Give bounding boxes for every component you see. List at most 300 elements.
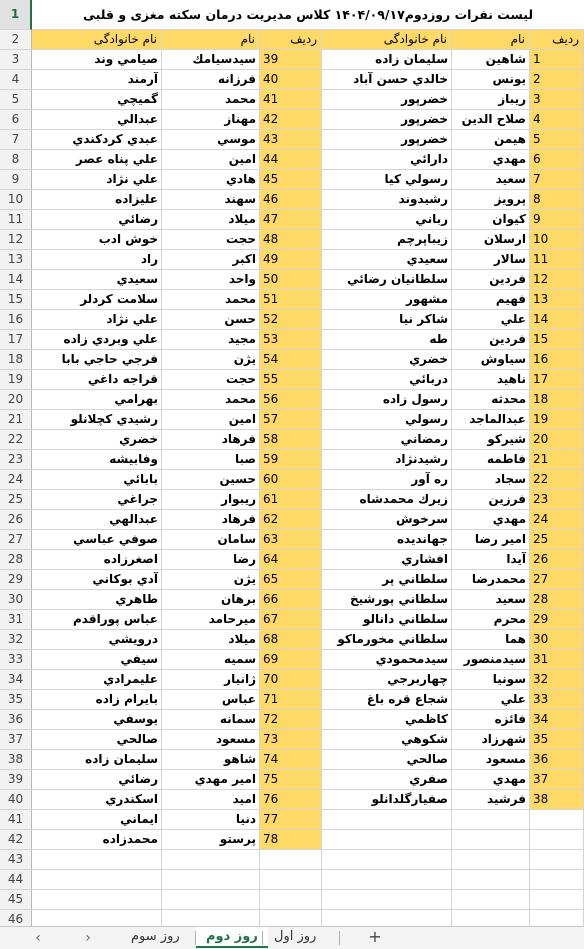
cell-family-right[interactable]: رشيدوند <box>322 190 452 210</box>
row-header[interactable]: 34 <box>0 670 32 690</box>
cell-name-right[interactable]: سياوش <box>452 350 530 370</box>
sheet-title-cell[interactable]: لیست نفرات روزدوم۱۴۰۴/۰۹/۱۷ کلاس مدیریت درمان سکته مغزی و قلبی <box>32 0 584 30</box>
header-name-left[interactable]: نام <box>162 30 260 50</box>
cell-radif-left[interactable]: 64 <box>260 550 322 570</box>
cell-family-left[interactable]: وفابيشه <box>32 450 162 470</box>
row-header[interactable]: 22 <box>0 430 32 450</box>
cell-family-left[interactable] <box>32 890 162 910</box>
cell-name-right[interactable]: مهدي <box>452 510 530 530</box>
cell-radif-right[interactable]: 7 <box>530 170 584 190</box>
cell-name-left[interactable]: امين <box>162 410 260 430</box>
cell-family-right[interactable]: زيرك محمدشاه <box>322 490 452 510</box>
cell-family-left[interactable]: بايرام زاده <box>32 690 162 710</box>
cell-radif-left[interactable]: 76 <box>260 790 322 810</box>
cell-family-left[interactable] <box>32 870 162 890</box>
cell-family-right[interactable]: شاكر نيا <box>322 310 452 330</box>
cell-name-right[interactable]: فائزه <box>452 710 530 730</box>
cell-radif-left[interactable]: 60 <box>260 470 322 490</box>
cell-name-right[interactable]: سالار <box>452 250 530 270</box>
tab-day-one[interactable]: روز اول <box>274 929 317 944</box>
cell-name-right[interactable]: ارسلان <box>452 230 530 250</box>
cell-name-left[interactable]: يژن <box>162 350 260 370</box>
row-header[interactable]: 18 <box>0 350 32 370</box>
cell-radif-left[interactable]: 48 <box>260 230 322 250</box>
cell-name-right[interactable] <box>452 810 530 830</box>
cell-radif-right[interactable]: 37 <box>530 770 584 790</box>
cell-radif-right[interactable]: 21 <box>530 450 584 470</box>
row-header-2[interactable]: 2 <box>0 30 32 50</box>
cell-radif-right[interactable]: 32 <box>530 670 584 690</box>
cell-name-left[interactable]: مهناز <box>162 110 260 130</box>
cell-name-left[interactable]: دنيا <box>162 810 260 830</box>
cell-name-right[interactable]: مسعود <box>452 750 530 770</box>
row-header[interactable]: 24 <box>0 470 32 490</box>
cell-radif-right[interactable]: 28 <box>530 590 584 610</box>
cell-name-right[interactable]: علي <box>452 690 530 710</box>
row-header[interactable]: 26 <box>0 510 32 530</box>
cell-radif-left[interactable]: 59 <box>260 450 322 470</box>
cell-radif-left[interactable]: 69 <box>260 650 322 670</box>
row-header[interactable]: 20 <box>0 390 32 410</box>
cell-family-right[interactable]: دارائي <box>322 150 452 170</box>
cell-name-right[interactable]: عبدالماجد <box>452 410 530 430</box>
row-header[interactable]: 16 <box>0 310 32 330</box>
cell-radif-right[interactable]: 13 <box>530 290 584 310</box>
row-header[interactable]: 13 <box>0 250 32 270</box>
cell-name-right[interactable]: محدثه <box>452 390 530 410</box>
row-header[interactable]: 9 <box>0 170 32 190</box>
cell-name-right[interactable] <box>452 850 530 870</box>
cell-family-right[interactable]: رسولي كيا <box>322 170 452 190</box>
cell-family-left[interactable]: بهرامي <box>32 390 162 410</box>
cell-name-right[interactable] <box>452 910 530 926</box>
cell-name-right[interactable]: محمدرضا <box>452 570 530 590</box>
cell-name-left[interactable]: سميه <box>162 650 260 670</box>
cell-name-right[interactable]: مهدي <box>452 150 530 170</box>
row-header[interactable]: 23 <box>0 450 32 470</box>
cell-family-left[interactable]: اصغرزاده <box>32 550 162 570</box>
header-name-right[interactable]: نام <box>452 30 530 50</box>
cell-name-left[interactable]: ميلاد <box>162 630 260 650</box>
cell-name-left[interactable]: مجيد <box>162 330 260 350</box>
cell-name-right[interactable]: مهدي <box>452 770 530 790</box>
cell-family-left[interactable]: علي نژاد <box>32 310 162 330</box>
cell-radif-right[interactable]: 34 <box>530 710 584 730</box>
cell-name-right[interactable] <box>452 890 530 910</box>
cell-name-right[interactable]: فاطمه <box>452 450 530 470</box>
cell-radif-left[interactable]: 42 <box>260 110 322 130</box>
row-header[interactable]: 39 <box>0 770 32 790</box>
cell-radif-left[interactable]: 72 <box>260 710 322 730</box>
cell-name-right[interactable]: امير رضا <box>452 530 530 550</box>
cell-radif-right[interactable] <box>530 910 584 926</box>
cell-family-right[interactable] <box>322 830 452 850</box>
row-header[interactable]: 19 <box>0 370 32 390</box>
cell-radif-right[interactable]: 25 <box>530 530 584 550</box>
cell-family-right[interactable]: مشهور <box>322 290 452 310</box>
cell-radif-right[interactable]: 38 <box>530 790 584 810</box>
cell-radif-right[interactable]: 6 <box>530 150 584 170</box>
cell-family-right[interactable]: رباني <box>322 210 452 230</box>
cell-name-left[interactable]: حسين <box>162 470 260 490</box>
cell-family-right[interactable]: خضرپور <box>322 90 452 110</box>
cell-family-left[interactable]: عباس پوراقدم <box>32 610 162 630</box>
cell-radif-right[interactable]: 4 <box>530 110 584 130</box>
cell-family-right[interactable]: سلطاني پر <box>322 570 452 590</box>
cell-family-left[interactable]: آرمند <box>32 70 162 90</box>
cell-family-left[interactable]: درويشي <box>32 630 162 650</box>
cell-radif-right[interactable]: 19 <box>530 410 584 430</box>
row-header[interactable]: 25 <box>0 490 32 510</box>
cell-family-right[interactable]: رشيدنژاد <box>322 450 452 470</box>
cell-family-left[interactable]: سلامت كردلر <box>32 290 162 310</box>
cell-name-right[interactable]: فردين <box>452 270 530 290</box>
chevron-left-icon[interactable]: ‹ <box>35 930 41 946</box>
cell-family-left[interactable]: رضائي <box>32 210 162 230</box>
row-header[interactable]: 38 <box>0 750 32 770</box>
cell-name-left[interactable]: عباس <box>162 690 260 710</box>
cell-family-left[interactable]: صوفي عباسي <box>32 530 162 550</box>
cell-family-left[interactable]: علي نژاد <box>32 170 162 190</box>
cell-family-right[interactable]: جهانديده <box>322 530 452 550</box>
cell-radif-left[interactable]: 61 <box>260 490 322 510</box>
cell-family-right[interactable] <box>322 850 452 870</box>
cell-radif-left[interactable] <box>260 910 322 926</box>
cell-radif-left[interactable]: 63 <box>260 530 322 550</box>
cell-name-left[interactable]: حجت <box>162 370 260 390</box>
cell-name-left[interactable]: شاهو <box>162 750 260 770</box>
cell-family-left[interactable]: قراجه داغي <box>32 370 162 390</box>
cell-radif-left[interactable]: 54 <box>260 350 322 370</box>
cell-radif-right[interactable]: 15 <box>530 330 584 350</box>
cell-family-left[interactable]: صيامي وند <box>32 50 162 70</box>
cell-family-right[interactable]: طه <box>322 330 452 350</box>
cell-name-left[interactable]: پرستو <box>162 830 260 850</box>
cell-radif-right[interactable]: 26 <box>530 550 584 570</box>
cell-radif-right[interactable]: 36 <box>530 750 584 770</box>
cell-name-right[interactable]: فردين <box>452 330 530 350</box>
row-header[interactable]: 37 <box>0 730 32 750</box>
cell-family-right[interactable]: ره آور <box>322 470 452 490</box>
cell-family-right[interactable]: شجاع قره باغ <box>322 690 452 710</box>
cell-name-right[interactable] <box>452 830 530 850</box>
cell-radif-right[interactable] <box>530 870 584 890</box>
cell-radif-right[interactable]: 22 <box>530 470 584 490</box>
cell-radif-left[interactable]: 45 <box>260 170 322 190</box>
cell-radif-right[interactable]: 14 <box>530 310 584 330</box>
row-header-1[interactable]: 1 <box>0 0 32 30</box>
cell-radif-left[interactable] <box>260 890 322 910</box>
cell-name-right[interactable]: پرويز <box>452 190 530 210</box>
row-header[interactable]: 29 <box>0 570 32 590</box>
tab-day-two[interactable]: روز دوم <box>196 927 268 948</box>
cell-radif-left[interactable]: 65 <box>260 570 322 590</box>
cell-name-left[interactable]: حسن <box>162 310 260 330</box>
row-header[interactable]: 14 <box>0 270 32 290</box>
cell-radif-left[interactable] <box>260 870 322 890</box>
cell-radif-right[interactable]: 33 <box>530 690 584 710</box>
row-header[interactable]: 17 <box>0 330 32 350</box>
cell-name-left[interactable] <box>162 850 260 870</box>
row-header[interactable]: 45 <box>0 890 32 910</box>
cell-name-left[interactable] <box>162 890 260 910</box>
cell-radif-left[interactable]: 70 <box>260 670 322 690</box>
row-header[interactable]: 35 <box>0 690 32 710</box>
cell-family-right[interactable]: رمضاني <box>322 430 452 450</box>
cell-name-right[interactable]: فرزين <box>452 490 530 510</box>
cell-radif-left[interactable]: 50 <box>260 270 322 290</box>
cell-family-left[interactable]: اسكندري <box>32 790 162 810</box>
cell-radif-right[interactable]: 20 <box>530 430 584 450</box>
cell-radif-right[interactable]: 9 <box>530 210 584 230</box>
cell-name-right[interactable]: فهيم <box>452 290 530 310</box>
cell-family-left[interactable]: علي وبردي زاده <box>32 330 162 350</box>
cell-family-left[interactable]: گميچي <box>32 90 162 110</box>
cell-radif-left[interactable]: 47 <box>260 210 322 230</box>
cell-family-right[interactable]: خضري <box>322 350 452 370</box>
row-header[interactable]: 44 <box>0 870 32 890</box>
cell-name-right[interactable]: سونيا <box>452 670 530 690</box>
cell-name-right[interactable]: صلاح الدين <box>452 110 530 130</box>
cell-name-left[interactable] <box>162 910 260 926</box>
row-header[interactable]: 27 <box>0 530 32 550</box>
cell-radif-right[interactable]: 27 <box>530 570 584 590</box>
cell-radif-right[interactable]: 29 <box>530 610 584 630</box>
cell-name-left[interactable]: هادي <box>162 170 260 190</box>
cell-family-left[interactable]: جراغي <box>32 490 162 510</box>
cell-family-left[interactable]: عليزاده <box>32 190 162 210</box>
cell-name-left[interactable]: برهان <box>162 590 260 610</box>
cell-radif-left[interactable]: 39 <box>260 50 322 70</box>
row-header[interactable]: 7 <box>0 130 32 150</box>
cell-name-left[interactable]: اكبر <box>162 250 260 270</box>
cell-radif-left[interactable]: 56 <box>260 390 322 410</box>
cell-name-left[interactable]: ريبوار <box>162 490 260 510</box>
cell-name-right[interactable]: ريباز <box>452 90 530 110</box>
cell-name-right[interactable]: سيدمنصور <box>452 650 530 670</box>
cell-radif-right[interactable]: 10 <box>530 230 584 250</box>
cell-family-left[interactable]: يوسفي <box>32 710 162 730</box>
row-header[interactable]: 10 <box>0 190 32 210</box>
cell-radif-left[interactable]: 57 <box>260 410 322 430</box>
cell-family-right[interactable] <box>322 890 452 910</box>
cell-name-left[interactable]: اميد <box>162 790 260 810</box>
row-header[interactable]: 31 <box>0 610 32 630</box>
tab-day-three[interactable]: روز سوم <box>131 929 180 944</box>
cell-family-right[interactable]: كاظمي <box>322 710 452 730</box>
cell-radif-right[interactable]: 5 <box>530 130 584 150</box>
cell-family-left[interactable]: سعيدي <box>32 270 162 290</box>
cell-radif-right[interactable]: 3 <box>530 90 584 110</box>
row-header[interactable]: 15 <box>0 290 32 310</box>
cell-radif-left[interactable]: 75 <box>260 770 322 790</box>
cell-radif-left[interactable] <box>260 850 322 870</box>
cell-radif-left[interactable]: 77 <box>260 810 322 830</box>
cell-name-left[interactable]: واحد <box>162 270 260 290</box>
cell-name-left[interactable]: فرهاد <box>162 510 260 530</box>
cell-radif-left[interactable]: 67 <box>260 610 322 630</box>
cell-radif-left[interactable]: 66 <box>260 590 322 610</box>
cell-name-left[interactable]: سمانه <box>162 710 260 730</box>
cell-name-left[interactable]: فرزانه <box>162 70 260 90</box>
cell-name-left[interactable]: ميلاد <box>162 210 260 230</box>
cell-family-right[interactable] <box>322 870 452 890</box>
cell-name-right[interactable]: ناهيد <box>452 370 530 390</box>
cell-family-right[interactable]: شكوهي <box>322 730 452 750</box>
cell-name-left[interactable]: سيدسيامك <box>162 50 260 70</box>
add-sheet-icon[interactable]: + <box>368 927 382 946</box>
cell-radif-left[interactable]: 46 <box>260 190 322 210</box>
cell-name-left[interactable]: رضا <box>162 550 260 570</box>
cell-name-right[interactable]: هيمن <box>452 130 530 150</box>
header-radif-left[interactable]: ردیف <box>260 30 322 50</box>
cell-name-left[interactable]: ميرحامد <box>162 610 260 630</box>
cell-family-right[interactable]: سيدمحمودي <box>322 650 452 670</box>
row-header[interactable]: 8 <box>0 150 32 170</box>
cell-family-right[interactable]: رسول زاده <box>322 390 452 410</box>
cell-name-left[interactable]: محمد <box>162 290 260 310</box>
cell-radif-left[interactable]: 62 <box>260 510 322 530</box>
cell-radif-right[interactable]: 11 <box>530 250 584 270</box>
cell-family-right[interactable]: چهاربرجي <box>322 670 452 690</box>
cell-family-left[interactable]: بابائي <box>32 470 162 490</box>
cell-name-right[interactable]: شهرزاد <box>452 730 530 750</box>
cell-radif-left[interactable]: 49 <box>260 250 322 270</box>
cell-family-left[interactable]: راد <box>32 250 162 270</box>
cell-name-right[interactable]: محرم <box>452 610 530 630</box>
row-header[interactable]: 28 <box>0 550 32 570</box>
row-header[interactable]: 11 <box>0 210 32 230</box>
cell-name-left[interactable]: مسعود <box>162 730 260 750</box>
cell-family-right[interactable]: زيباپرچم <box>322 230 452 250</box>
cell-name-right[interactable]: سعيد <box>452 170 530 190</box>
row-header[interactable]: 21 <box>0 410 32 430</box>
header-family-right[interactable]: نام خانوادگی <box>322 30 452 50</box>
cell-name-left[interactable] <box>162 870 260 890</box>
header-radif-right[interactable]: ردیف <box>530 30 584 50</box>
row-header[interactable]: 33 <box>0 650 32 670</box>
cell-family-right[interactable]: خالدي حسن آباد <box>322 70 452 90</box>
cell-radif-right[interactable]: 23 <box>530 490 584 510</box>
cell-radif-right[interactable]: 8 <box>530 190 584 210</box>
cell-radif-right[interactable]: 35 <box>530 730 584 750</box>
cell-family-left[interactable]: فرجي حاجي بابا <box>32 350 162 370</box>
cell-radif-left[interactable]: 74 <box>260 750 322 770</box>
row-header[interactable]: 46 <box>0 910 32 926</box>
cell-radif-right[interactable] <box>530 810 584 830</box>
row-header[interactable]: 3 <box>0 50 32 70</box>
cell-family-right[interactable] <box>322 910 452 926</box>
cell-family-left[interactable]: علي پناه عصر <box>32 150 162 170</box>
cell-radif-left[interactable]: 71 <box>260 690 322 710</box>
cell-radif-right[interactable]: 31 <box>530 650 584 670</box>
cell-family-right[interactable]: سلطاني مخورماكو <box>322 630 452 650</box>
cell-family-right[interactable]: صفيارگلدانلو <box>322 790 452 810</box>
cell-family-right[interactable] <box>322 810 452 830</box>
cell-name-left[interactable]: فرهاد <box>162 430 260 450</box>
row-header[interactable]: 6 <box>0 110 32 130</box>
row-header[interactable]: 5 <box>0 90 32 110</box>
cell-family-right[interactable]: سعيدي <box>322 250 452 270</box>
cell-family-left[interactable]: عبدالهي <box>32 510 162 530</box>
row-header[interactable]: 41 <box>0 810 32 830</box>
cell-radif-right[interactable] <box>530 890 584 910</box>
cell-name-right[interactable]: فرشيد <box>452 790 530 810</box>
cell-family-left[interactable]: رشيدي كچلانلو <box>32 410 162 430</box>
cell-family-right[interactable]: سليمان زاده <box>322 50 452 70</box>
cell-radif-left[interactable]: 51 <box>260 290 322 310</box>
cell-name-right[interactable]: شيركو <box>452 430 530 450</box>
cell-name-left[interactable]: سهند <box>162 190 260 210</box>
cell-family-right[interactable]: افشاري <box>322 550 452 570</box>
cell-family-left[interactable]: عليمرادي <box>32 670 162 690</box>
cell-name-left[interactable]: امين <box>162 150 260 170</box>
cell-radif-left[interactable]: 53 <box>260 330 322 350</box>
cell-family-right[interactable]: سلطانيان رضائي <box>322 270 452 290</box>
cell-family-left[interactable]: صالحي <box>32 730 162 750</box>
cell-radif-right[interactable]: 1 <box>530 50 584 70</box>
cell-radif-right[interactable]: 18 <box>530 390 584 410</box>
cell-radif-right[interactable]: 2 <box>530 70 584 90</box>
chevron-right-icon[interactable]: › <box>85 930 91 946</box>
cell-radif-left[interactable]: 52 <box>260 310 322 330</box>
cell-family-left[interactable]: عبدالي <box>32 110 162 130</box>
cell-radif-right[interactable] <box>530 830 584 850</box>
cell-name-left[interactable]: ژانيار <box>162 670 260 690</box>
row-header[interactable]: 42 <box>0 830 32 850</box>
cell-radif-left[interactable]: 78 <box>260 830 322 850</box>
cell-name-left[interactable]: حجت <box>162 230 260 250</box>
cell-family-right[interactable]: رسولي <box>322 410 452 430</box>
cell-name-left[interactable]: محمد <box>162 90 260 110</box>
cell-radif-right[interactable] <box>530 850 584 870</box>
cell-name-right[interactable]: سجاد <box>452 470 530 490</box>
cell-radif-right[interactable]: 30 <box>530 630 584 650</box>
cell-radif-right[interactable]: 16 <box>530 350 584 370</box>
cell-radif-left[interactable]: 68 <box>260 630 322 650</box>
cell-name-right[interactable]: شاهین <box>452 50 530 70</box>
cell-radif-left[interactable]: 73 <box>260 730 322 750</box>
cell-name-left[interactable]: موسي <box>162 130 260 150</box>
cell-family-left[interactable]: آدي بوكاني <box>32 570 162 590</box>
row-header[interactable]: 30 <box>0 590 32 610</box>
cell-name-left[interactable]: سامان <box>162 530 260 550</box>
cell-family-right[interactable]: سلطاني پورشيخ <box>322 590 452 610</box>
cell-radif-right[interactable]: 17 <box>530 370 584 390</box>
cell-family-right[interactable]: سرخوش <box>322 510 452 530</box>
row-header[interactable]: 40 <box>0 790 32 810</box>
cell-family-left[interactable]: عبدي كردكندي <box>32 130 162 150</box>
row-header[interactable]: 36 <box>0 710 32 730</box>
cell-radif-right[interactable]: 12 <box>530 270 584 290</box>
cell-name-right[interactable]: سعيد <box>452 590 530 610</box>
cell-name-right[interactable]: آيدا <box>452 550 530 570</box>
cell-name-left[interactable]: صبا <box>162 450 260 470</box>
cell-family-right[interactable]: دربائي <box>322 370 452 390</box>
row-header[interactable]: 43 <box>0 850 32 870</box>
cell-radif-left[interactable]: 58 <box>260 430 322 450</box>
cell-name-right[interactable]: هما <box>452 630 530 650</box>
header-family-left[interactable]: نام خانوادگی <box>32 30 162 50</box>
cell-radif-left[interactable]: 44 <box>260 150 322 170</box>
cell-name-left[interactable]: امير مهدي <box>162 770 260 790</box>
cell-radif-left[interactable]: 43 <box>260 130 322 150</box>
row-header[interactable]: 12 <box>0 230 32 250</box>
row-header[interactable]: 32 <box>0 630 32 650</box>
row-header[interactable]: 4 <box>0 70 32 90</box>
cell-family-right[interactable]: خضرپور <box>322 110 452 130</box>
cell-radif-left[interactable]: 41 <box>260 90 322 110</box>
